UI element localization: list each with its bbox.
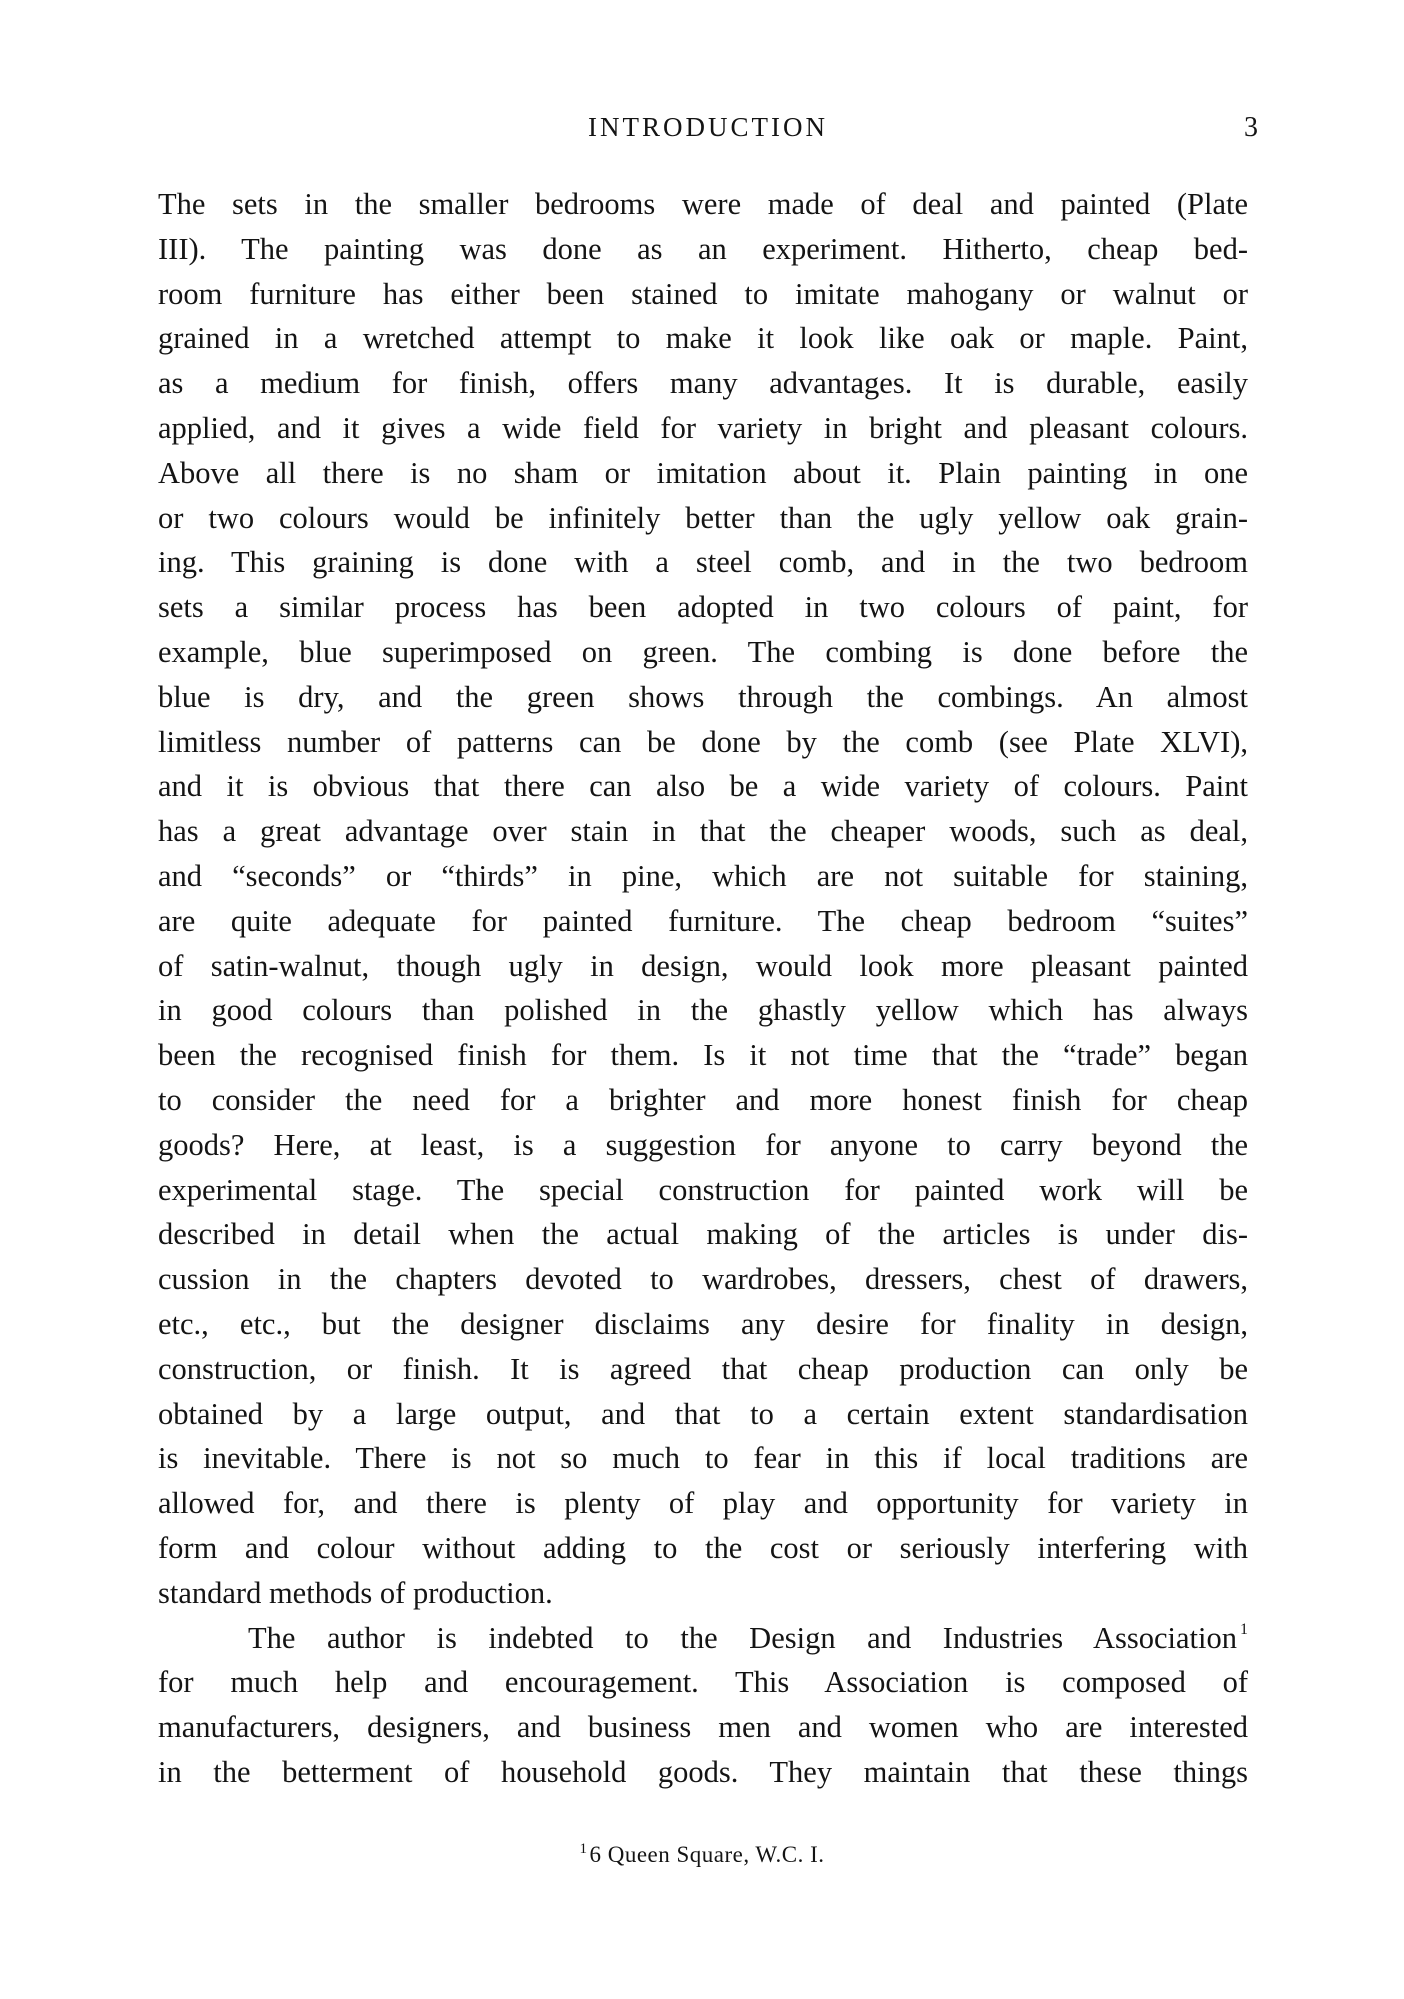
text-line: in the betterment of household goods. They maintain that these things	[158, 1754, 1248, 1789]
text-line: manufacturers, designers, and business men and women who are interested	[158, 1710, 1248, 1745]
text-line: Above all there is no sham or imitation about it. Plain painting in one	[158, 455, 1248, 490]
text-line: form and colour without adding to the cost or seriously interfering with	[158, 1530, 1248, 1565]
text-line: obtained by a large output, and that to a certain extent standardisation	[158, 1396, 1248, 1431]
text-line: grained in a wretched attempt to make it look like oak or maple. Paint,	[158, 321, 1248, 356]
text-line: limitless number of patterns can be done by the comb (see Plate XLVI),	[158, 724, 1248, 759]
paragraph-1	[158, 182, 1248, 1616]
text-line: as a medium for finish, offers many advantages. It is durable, easily	[158, 366, 1248, 401]
text-line: in good colours than polished in the ghastly yellow which has always	[158, 993, 1248, 1028]
paragraph-2	[158, 1616, 1248, 1795]
text-line: allowed for, and there is plenty of play and opportunity for variety in	[158, 1486, 1248, 1521]
text-line: is inevitable. There is not so much to fear in this if local traditions are	[158, 1441, 1248, 1476]
text-line: applied, and it gives a wide field for variety in bright and pleasant colours.	[158, 410, 1248, 445]
text-line: been the recognised finish for them. Is it not time that the “trade” began	[158, 1038, 1248, 1073]
text-line: standard methods of production.	[158, 1575, 553, 1610]
text-line: example, blue superimposed on green. The combing is done before the	[158, 634, 1248, 669]
text-line: has a great advantage over stain in that the cheaper woods, such as deal,	[158, 814, 1248, 849]
text-line: goods? Here, at least, is a suggestion for anyone to carry beyond the	[158, 1127, 1248, 1162]
text-line: and “seconds” or “thirds” in pine, which are not suitable for staining,	[158, 858, 1248, 893]
footnote-text: 6 Queen Square, W.C. I.	[589, 1842, 825, 1867]
text-line: for much help and encouragement. This Association is composed of	[158, 1665, 1248, 1700]
text-line: or two colours would be infinitely better than the ugly yellow oak grain-	[158, 500, 1248, 535]
body-text	[158, 182, 1248, 1795]
text-line: to consider the need for a brighter and more honest finish for cheap	[158, 1082, 1248, 1117]
text-line: and it is obvious that there can also be a wide variety of colours. Paint	[158, 769, 1248, 804]
running-title: INTRODUCTION	[588, 112, 828, 142]
text-line: described in detail when the actual making of the articles is under dis-	[158, 1217, 1248, 1252]
text-line: The sets in the smaller bedrooms were made of deal and painted (Plate	[158, 187, 1248, 221]
footnote-marker: 1	[579, 1841, 588, 1857]
text-line: of satin-walnut, though ugly in design, would look more pleasant painted	[158, 948, 1248, 983]
text-line: etc., etc., but the designer disclaims any desire for finality in design,	[158, 1306, 1248, 1341]
text-line: cussion in the chapters devoted to wardrobes, dressers, chest of drawers,	[158, 1262, 1248, 1297]
text-line	[158, 1616, 1248, 1661]
text-line: room furniture has either been stained to imitate mahogany or walnut or	[158, 276, 1248, 311]
text-line: experimental stage. The special construction for painted work will be	[158, 1172, 1248, 1207]
page-number: 3	[1244, 112, 1258, 143]
footnote	[0, 1842, 1404, 1868]
text-line: blue is dry, and the green shows through the combings. An almost	[158, 679, 1248, 714]
footnote-reference: 1	[1240, 1620, 1248, 1638]
text-line: III). The painting was done as an experiment. Hitherto, cheap bed-	[158, 231, 1248, 266]
text-line: sets a similar process has been adopted in two colours of paint, for	[158, 590, 1248, 625]
text-line: ing. This graining is done with a steel comb, and in the two bedroom	[158, 545, 1248, 580]
text-line: construction, or finish. It is agreed that cheap production can only be	[158, 1351, 1248, 1386]
text-line-content: The author is indebted to the Design and Industries Association	[248, 1620, 1237, 1655]
running-head	[158, 112, 1258, 152]
text-line: are quite adequate for painted furniture. The cheap bedroom “suites”	[158, 903, 1248, 938]
